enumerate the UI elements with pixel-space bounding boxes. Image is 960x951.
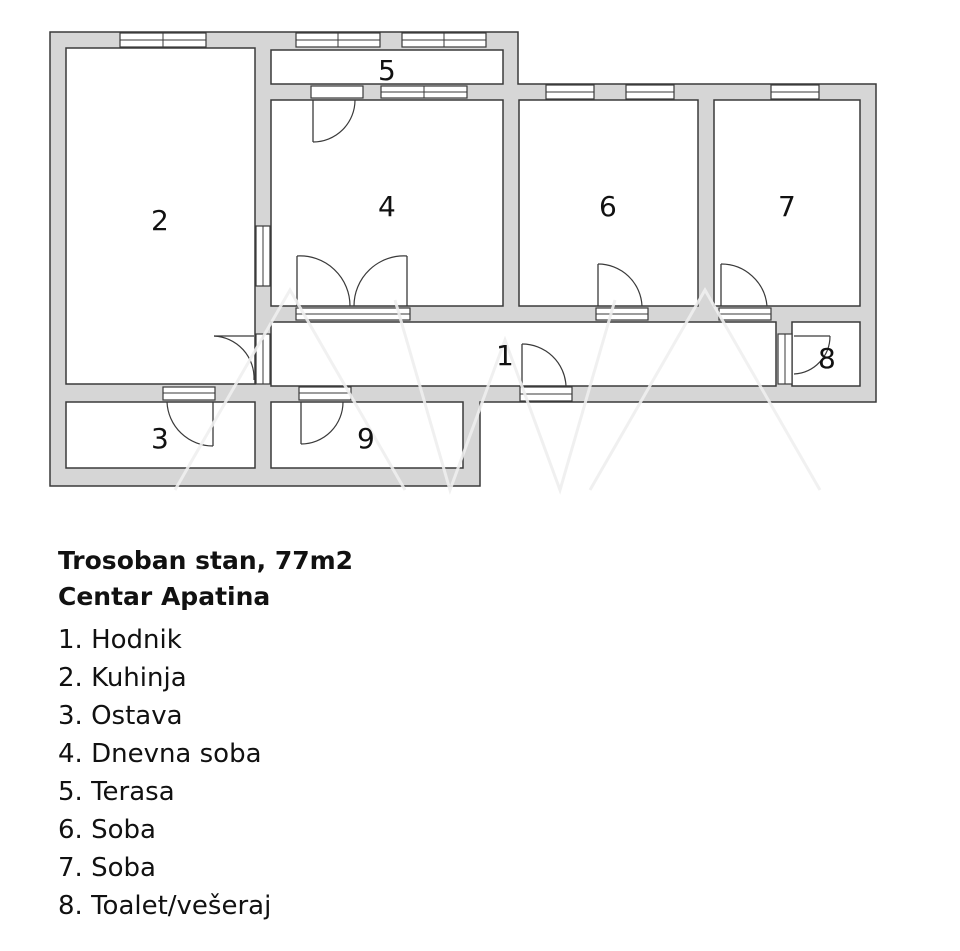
window-top-3 [402, 33, 486, 47]
window-room-7 [771, 85, 819, 99]
room-label-6: 6 [599, 190, 617, 223]
legend-item: 1. Hodnik [58, 625, 182, 655]
room-legend [58, 621, 918, 925]
listing-location: Centar Apatina [58, 582, 271, 611]
window-room-6-a [546, 85, 594, 99]
window-room-4 [381, 86, 467, 98]
window-top-2 [296, 33, 380, 47]
legend-item: 4. Dnevna soba [58, 739, 262, 769]
plan-description [58, 543, 918, 925]
room-1-area [271, 322, 776, 386]
opening-kitchen-living [256, 226, 270, 286]
room-label-1: 1 [496, 339, 514, 372]
legend-item: 2. Kuhinja [58, 663, 187, 693]
listing-title: Trosoban stan, 77m2 [58, 546, 354, 575]
room-label-2: 2 [151, 204, 169, 237]
legend-item: 8. Toalet/vešeraj [58, 891, 272, 921]
legend-item: 7. Soba [58, 853, 156, 883]
room-label-7: 7 [778, 190, 796, 223]
window-top-1 [120, 33, 206, 47]
room-label-9: 9 [357, 422, 375, 455]
room-label-4: 4 [378, 190, 396, 223]
room-label-3: 3 [151, 422, 169, 455]
legend-item: 3. Ostava [58, 701, 183, 731]
window-room-6-b [626, 85, 674, 99]
room-label-8: 8 [818, 342, 836, 375]
legend-item: 5. Terasa [58, 777, 175, 807]
room-label-5: 5 [378, 54, 396, 87]
legend-item: 6. Soba [58, 815, 156, 845]
